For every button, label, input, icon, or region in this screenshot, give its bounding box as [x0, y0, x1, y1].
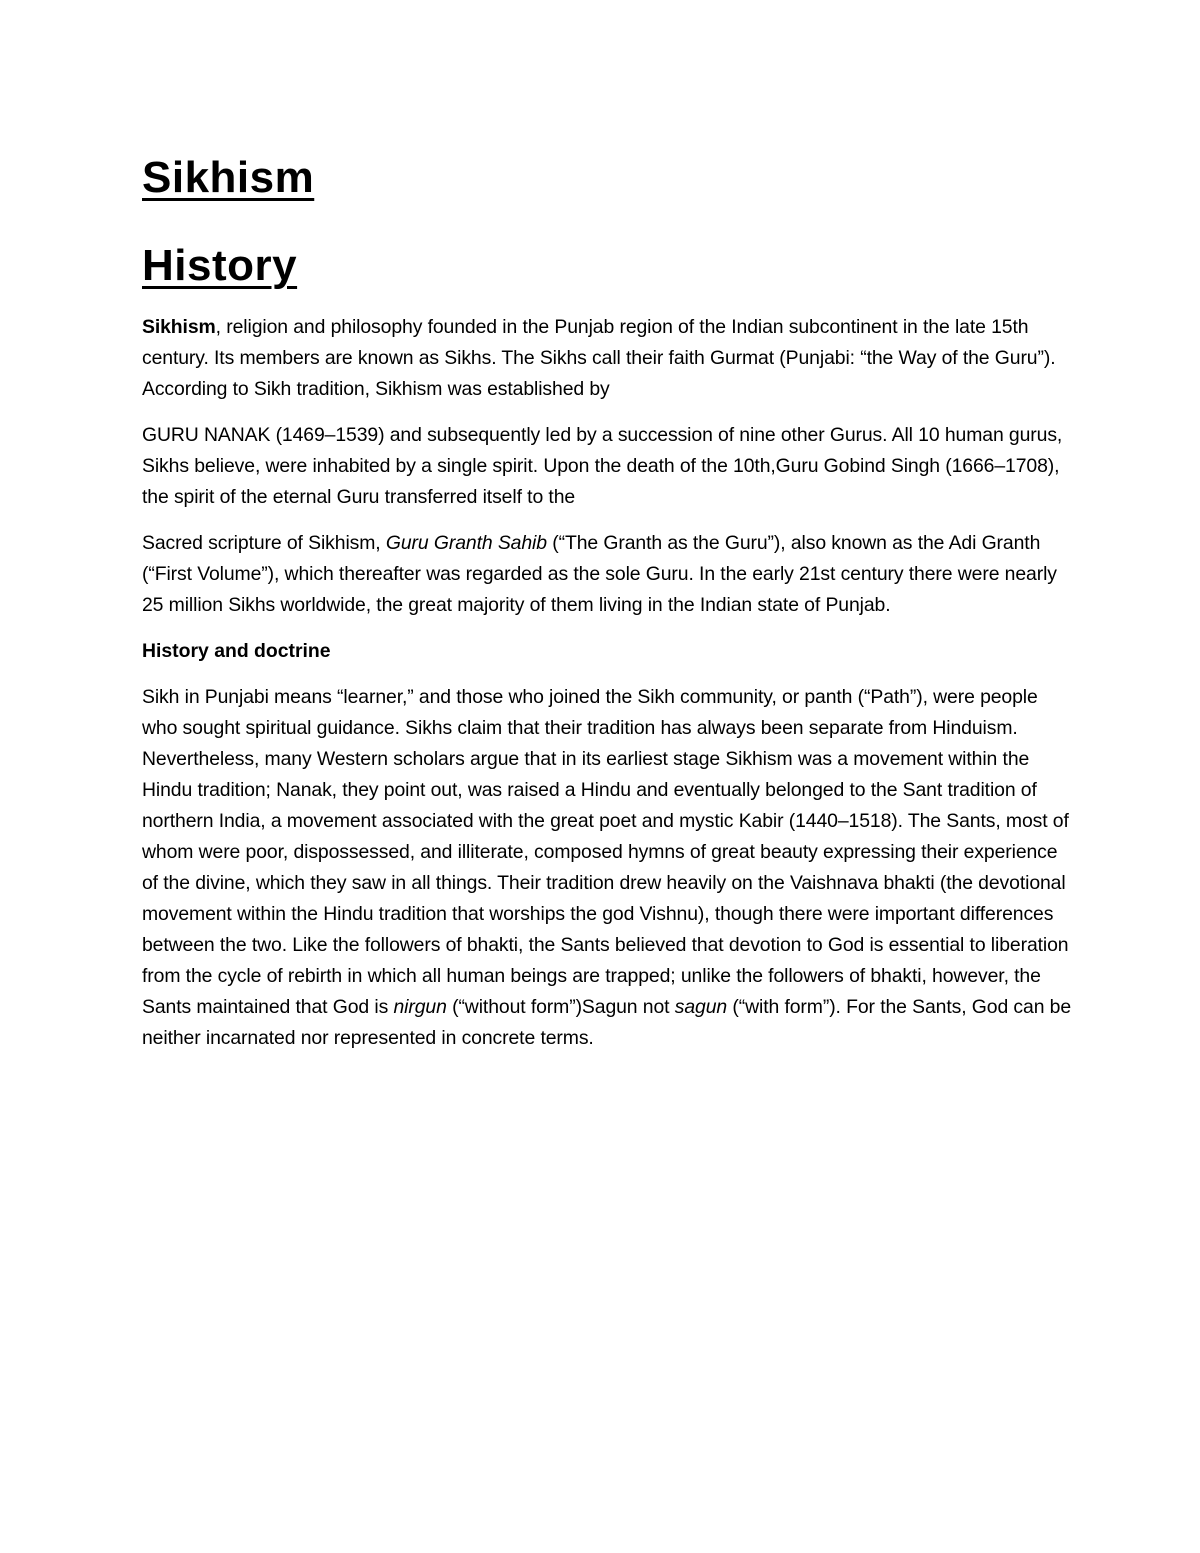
- scripture-italic-title: Guru Granth Sahib: [385, 532, 547, 554]
- doctrine-text-1: Sikh in Punjabi means “learner,” and those who joined the Sikh community, or panth (“Path”), were people who sought spiritual guidance. Sikhs claim that their tradition has always been separate from Hinduism. Nevertheless, many Western scholars argue that in its earliest stage Sikhism was a movement within the Hindu tradition; Nanak, they point out, was raised a Hindu and eventually belonged to the Sant tradition of northern India, a movement associated with the great poet and mystic Kabir (1440–1518). The Sants, most of whom were poor, dispossessed, and illiterate, composed hymns of great beauty expressing their experience of the divine, which they saw in all things. Their tradition drew heavily on the Vaishnava bhakti (the devotional movement within the Hindu tradition that worships the god Vishnu), though there were important differences between the two. Like the followers of bhakti, the Sants believed that devotion to God is essential to liberation from the cycle of rebirth in which all human beings are trapped; unlike the followers of bhakti, however, the Sants maintained that God is: [142, 686, 1069, 1018]
- document-page: [142, 150, 1072, 1054]
- intro-paragraph: [142, 312, 1072, 405]
- doctrine-text-3: (“with form”). For the Sants, God can be neither incarnated nor represented in concrete terms.: [142, 996, 1072, 1049]
- scripture-text-after: (“The Granth as the Guru”), also known as the Adi Granth (“First Volume”), which thereafter was regarded as the sole Guru. In the early 21st century there were nearly 25 million Sikhs worldwide, the great majority of them living in the Indian state of Punjab.: [142, 532, 1057, 616]
- intro-lead-term: Sikhism: [142, 316, 216, 338]
- scripture-paragraph: [142, 528, 1072, 621]
- doctrine-paragraph: [142, 682, 1072, 1054]
- doctrine-italic-sagun: sagun: [674, 996, 728, 1018]
- subheading-history-doctrine: History and doctrine: [142, 640, 331, 662]
- guru-paragraph: GURU NANAK (1469–1539) and subsequently led by a succession of nine other Gurus. All 10 human gurus, Sikhs believe, were inhabited by a single spirit. Upon the death of the 10th,Guru Gobind Singh (1666–1708), the spirit of the eternal Guru transferred itself to the: [142, 424, 1063, 508]
- intro-text: , religion and philosophy founded in the Punjab region of the Indian subcontinent in the late 15th century. Its members are known as Sikhs. The Sikhs call their faith Gurmat (Punjabi: “the Way of the Guru”). According to Sikh tradition, Sikhism was established by: [142, 316, 1056, 400]
- doctrine-text-2: (“without form”)Sagun not: [446, 996, 675, 1018]
- section-title-history: History: [142, 241, 298, 290]
- scripture-text-before: Sacred scripture of Sikhism,: [142, 532, 386, 554]
- doctrine-italic-nirgun: nirgun: [393, 996, 447, 1018]
- document-title: Sikhism: [142, 153, 315, 202]
